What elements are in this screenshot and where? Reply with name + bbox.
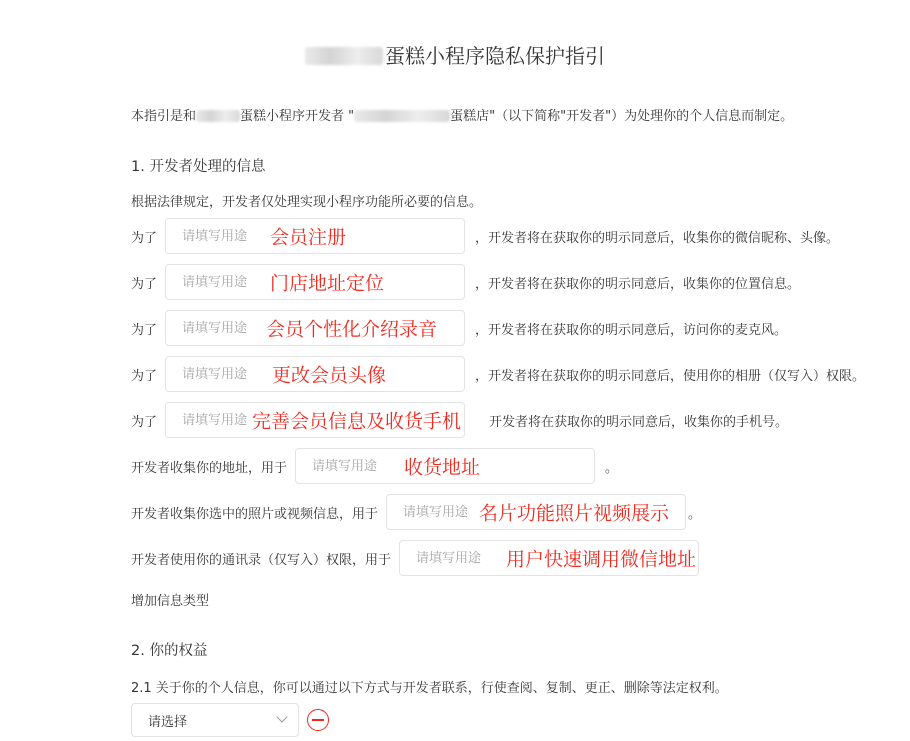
purpose-field[interactable]	[386, 494, 686, 530]
redacted-text	[196, 110, 240, 122]
intro-part3: 蛋糕店"（以下简称"开发者"）为处理你的个人信息而制定。	[450, 109, 794, 124]
purpose-row	[131, 310, 787, 346]
select-value: 请选择	[148, 714, 188, 730]
section-1-desc: 根据法律规定，开发者仅处理实现小程序功能所必要的信息。	[131, 195, 483, 210]
intro-part1: 本指引是和	[131, 109, 197, 124]
annotation-text: 收货地址	[404, 456, 481, 479]
purpose-row	[131, 448, 618, 484]
purpose-row	[131, 402, 788, 438]
purpose-field[interactable]	[165, 310, 465, 346]
purpose-field[interactable]	[165, 356, 465, 392]
section-1-title: 1. 开发者处理的信息	[131, 159, 266, 175]
purpose-input[interactable]	[166, 219, 464, 253]
add-info-type-link[interactable]: 增加信息类型	[131, 594, 210, 609]
row-prefix: 开发者收集你的地址，用于	[131, 460, 288, 476]
section-2-desc: 2.1 关于你的个人信息，你可以通过以下方式与开发者联系，行使查阅、复制、更正、删除等法定权利。	[131, 681, 728, 696]
purpose-input[interactable]	[296, 449, 594, 483]
annotation-text: 会员注册	[270, 226, 347, 249]
redacted-text	[305, 47, 383, 65]
intro-text	[131, 105, 793, 124]
purpose-row	[131, 540, 699, 576]
row-suffix: 。	[605, 460, 619, 476]
row-suffix: 开发者将在获取你的明示同意后，收集你的手机号。	[489, 414, 789, 430]
purpose-field[interactable]	[165, 402, 465, 438]
chevron-down-icon	[276, 711, 287, 722]
row-prefix: 为了	[131, 368, 158, 384]
minus-circle-icon[interactable]	[307, 709, 329, 731]
row-prefix: 为了	[131, 276, 158, 292]
row-suffix: ，开发者将在获取你的明示同意后，收集你的微信昵称、头像。	[475, 230, 840, 246]
redacted-text	[354, 110, 450, 122]
purpose-field[interactable]	[295, 448, 595, 484]
section-2-title: 2. 你的权益	[131, 643, 208, 659]
purpose-input[interactable]	[166, 357, 464, 391]
row-suffix: ，开发者将在获取你的明示同意后，访问你的麦克风。	[475, 322, 788, 338]
annotation-text: 完善会员信息及收货手机	[252, 410, 462, 433]
annotation-text: 门店地址定位	[270, 272, 385, 295]
row-prefix: 开发者使用你的通讯录（仅写入）权限，用于	[131, 552, 392, 568]
contact-method-select[interactable]	[131, 703, 299, 737]
page-title-text: 蛋糕小程序隐私保护指引	[385, 44, 605, 68]
page-title	[0, 40, 910, 69]
purpose-input[interactable]	[166, 265, 464, 299]
annotation-text: 用户快速调用微信地址	[506, 548, 697, 571]
row-prefix: 为了	[131, 414, 158, 430]
purpose-input[interactable]	[400, 541, 698, 575]
row-suffix: ，开发者将在获取你的明示同意后，使用你的相册（仅写入）权限。	[475, 368, 866, 384]
annotation-text: 更改会员头像	[272, 364, 387, 387]
purpose-input[interactable]	[166, 311, 464, 345]
intro-part2: 蛋糕小程序开发者 "	[240, 109, 355, 124]
purpose-field[interactable]	[165, 218, 465, 254]
purpose-row	[131, 494, 701, 530]
purpose-row	[131, 218, 839, 254]
row-suffix: ，开发者将在获取你的明示同意后，收集你的位置信息。	[475, 276, 801, 292]
annotation-text: 名片功能照片视频展示	[479, 502, 670, 525]
purpose-input[interactable]	[387, 495, 685, 529]
purpose-row	[131, 264, 800, 300]
row-prefix: 为了	[131, 230, 158, 246]
row-prefix: 开发者收集你选中的照片或视频信息，用于	[131, 506, 379, 522]
purpose-input[interactable]	[166, 403, 464, 437]
purpose-field[interactable]	[165, 264, 465, 300]
annotation-text: 会员个性化介绍录音	[266, 318, 438, 341]
row-prefix: 为了	[131, 322, 158, 338]
purpose-row	[131, 356, 865, 392]
row-suffix: 。	[688, 506, 702, 522]
purpose-field[interactable]	[399, 540, 699, 576]
